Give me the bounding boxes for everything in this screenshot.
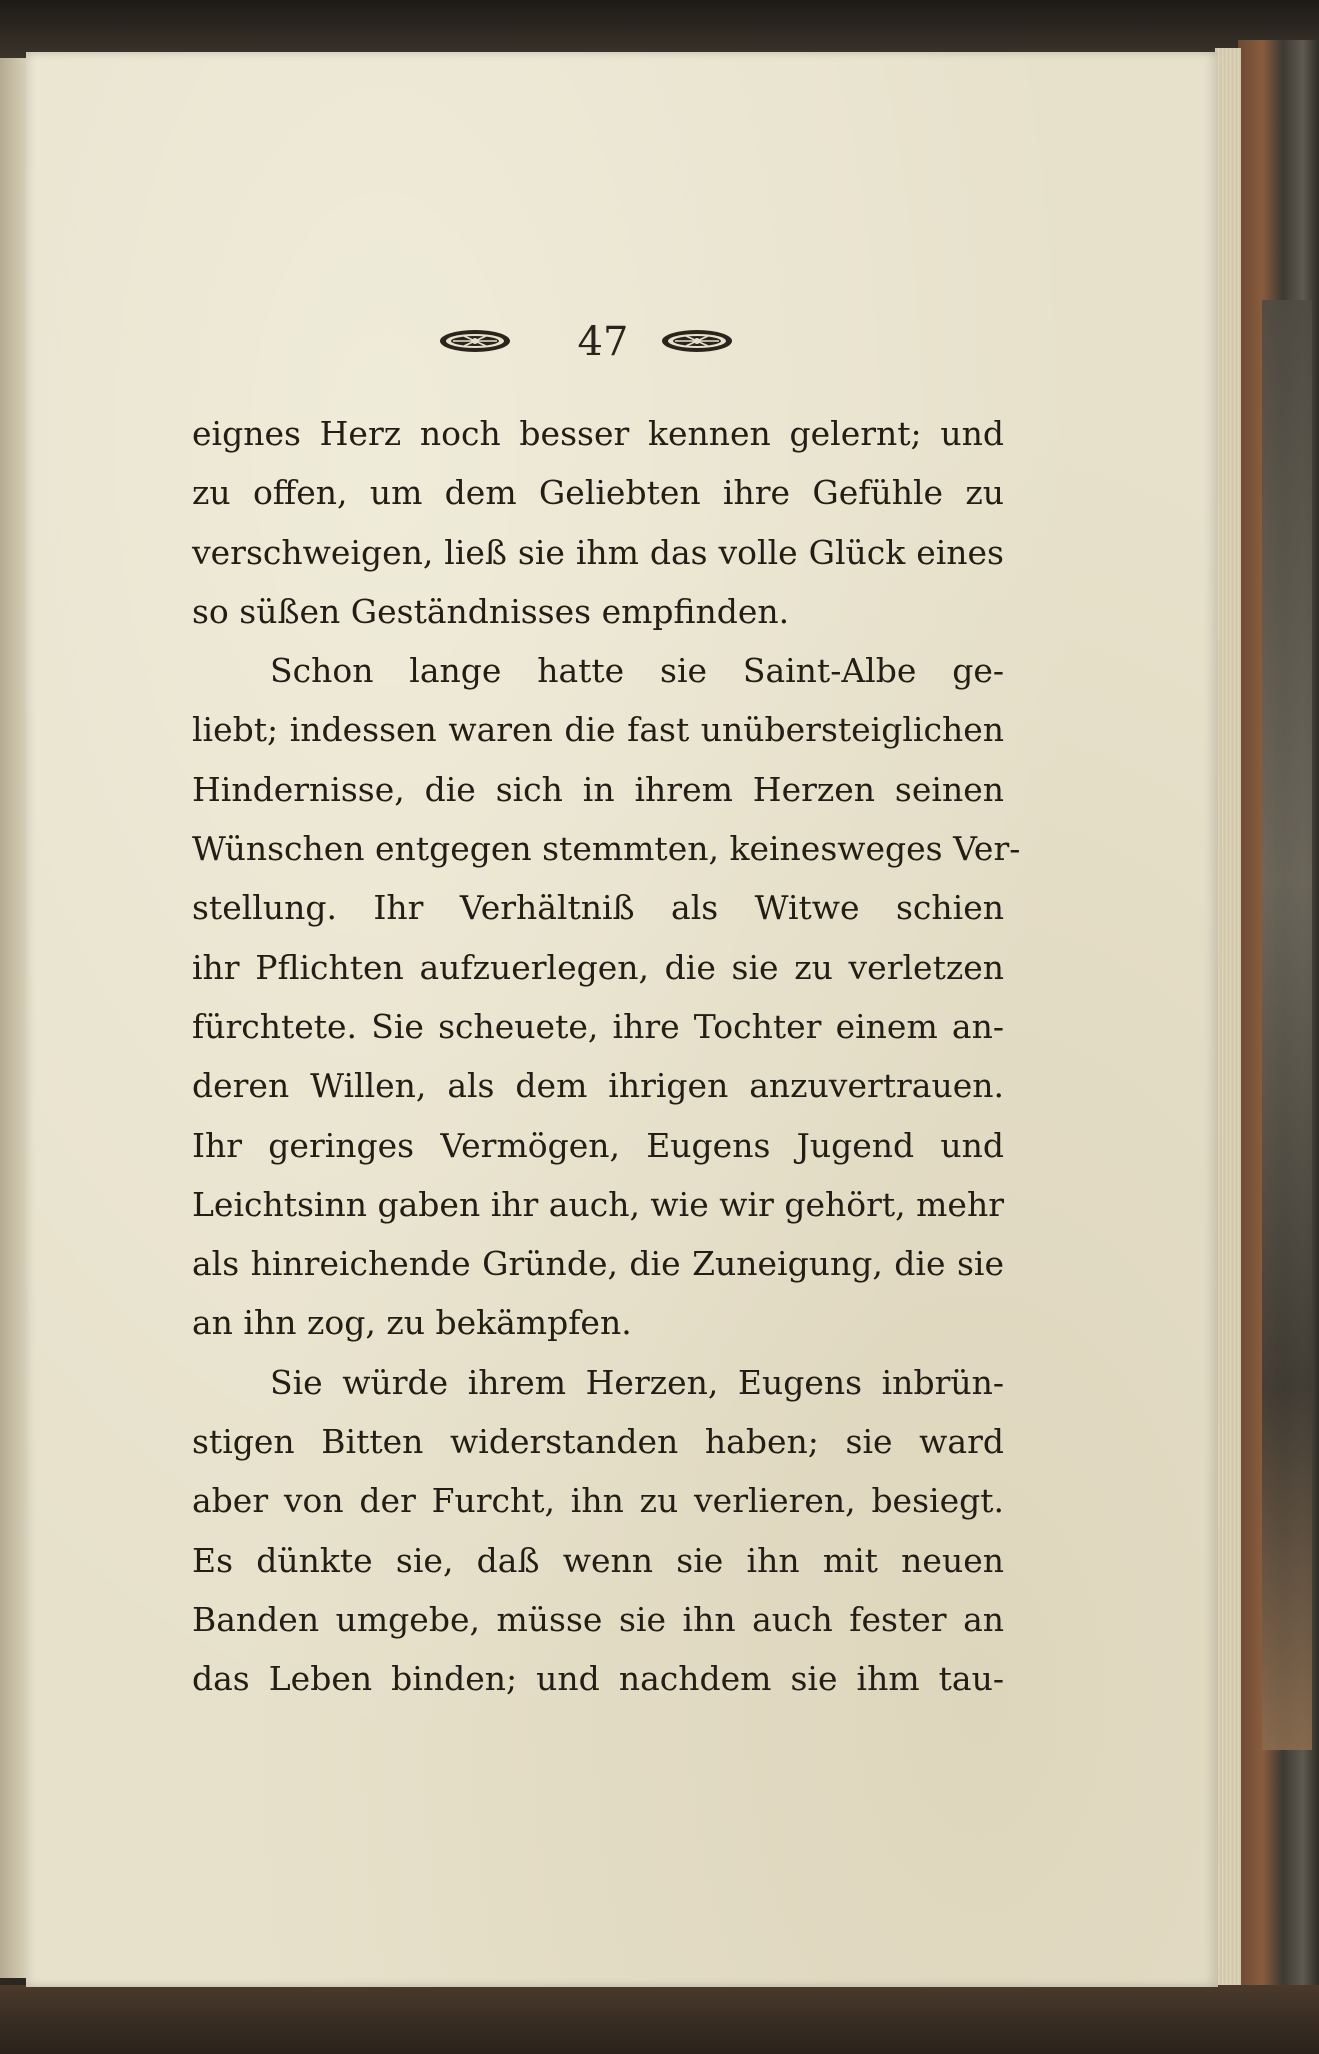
text-line: so süßen Geständnisses empfinden. [192,591,790,631]
text-line: Schon lange hatte sie Saint-Albe ge- [270,651,1004,691]
text-line: Leichtsinn gaben ihr auch, wie wir gehört, mehr [192,1184,1004,1224]
book-page [26,52,1218,1987]
body-text [192,404,1021,1709]
text-line: das Leben binden; und nachdem sie ihm tau- [192,1659,1004,1699]
text-line: Banden umgebe, müsse sie ihn auch fester an [192,1599,1004,1639]
text-line: aber von der Furcht, ihn zu verlieren, besiegt. [192,1481,1004,1521]
book-cover-worn-spine [1262,300,1312,1750]
text-line: ihr Pflichten aufzuerlegen, die sie zu verletzen [192,947,1004,987]
book-binding-top [0,0,1319,58]
text-line: Wünschen entgegen stemmten, keinesweges Ver- [192,829,1021,869]
text-line: fürchtete. Sie scheuete, ihre Tochter einem an- [192,1006,1004,1046]
text-line: Hindernisse, die sich in ihrem Herzen seinen [192,769,1004,809]
text-line: Es dünkte sie, daß wenn sie ihn mit neuen [192,1540,1004,1580]
text-line: an ihn zog, zu bekämpfen. [192,1303,632,1343]
text-line: eignes Herz noch besser kennen gelernt; und [192,414,1004,453]
page-header [26,314,1218,374]
left-page-leaf [0,58,28,1978]
page-number: 47 [577,319,629,365]
text-line: als hinreichende Gründe, die Zuneigung, die sie [192,1244,1004,1284]
page-stack-edge [1215,48,1241,1998]
text-line: liebt; indessen waren die fast unübersteiglichen [192,710,1004,750]
text-line: zu offen, um dem Geliebten ihre Gefühle zu [192,473,1004,513]
text-line: deren Willen, als dem ihrigen anzuvertrauen. [192,1066,1004,1106]
ornament-right-icon [660,328,734,354]
text-line: verschweigen, ließ sie ihm das volle Glück eines [192,532,1004,572]
ornament-left-icon [438,328,512,354]
text-line: stigen Bitten widerstanden haben; sie ward [192,1422,1004,1462]
text-line: stellung. Ihr Verhältniß als Witwe schien [192,888,1004,928]
book-binding-bottom [0,1985,1319,2054]
text-line: Sie würde ihrem Herzen, Eugens inbrün- [270,1362,1004,1402]
text-line: Ihr geringes Vermögen, Eugens Jugend und [192,1125,1004,1165]
